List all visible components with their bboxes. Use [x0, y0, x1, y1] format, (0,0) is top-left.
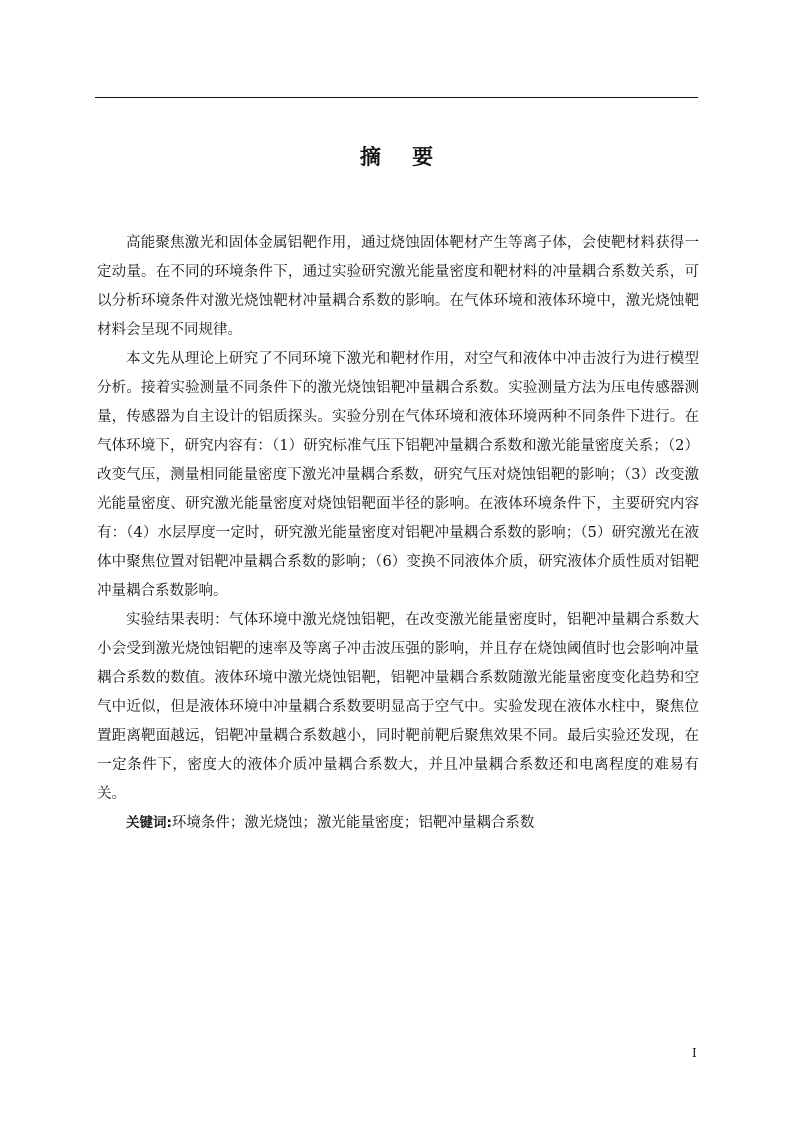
- keywords-label: 关键词:: [126, 815, 172, 831]
- keywords-line: [97, 809, 699, 838]
- abstract-paragraph-1: 高能聚焦激光和固体金属铝靶作用，通过烧蚀固体靶材产生等离子体，会使靶材料获得一定动量。在不同的环境条件下，通过实验研究激光能量密度和靶材料的冲量耦合系数关系，可以分析环境条件对激光烧蚀靶材冲量耦合系数的影响。在气体环境和液体环境中，激光烧蚀靶材料会呈现不同规律。: [97, 235, 699, 338]
- abstract-body: [97, 229, 699, 838]
- header-rule: [95, 97, 698, 98]
- page-number: I: [692, 1046, 697, 1060]
- keywords-text: 环境条件；激光烧蚀；激光能量密度；铝靶冲量耦合系数: [171, 815, 535, 831]
- page-title: 摘 要: [359, 145, 446, 169]
- abstract-paragraph-3: 实验结果表明：气体环境中激光烧蚀铝靶，在改变激光能量密度时，铝靶冲量耦合系数大小会受到激光烧蚀铝靶的速率及等离子冲击波压强的影响，并且存在烧蚀阈值时也会影响冲量耦合系数的数值。液体环境中激光烧蚀铝靶，铝靶冲量耦合系数随激光能量密度变化趋势和空气中近似，但是液体环境中冲量耦合系数要明显高于空气中。实验发现在液体水柱中，聚焦位置距离靶面越远，铝靶冲量耦合系数越小，同时靶前靶后聚焦效果不同。最后实验还发现，在一定条件下，密度大的液体介质冲量耦合系数大，并且冲量耦合系数还和电离程度的难易有关。: [97, 612, 699, 802]
- abstract-paragraph-2: 本文先从理论上研究了不同环境下激光和靶材作用，对空气和液体中冲击波行为进行模型分析。接着实验测量不同条件下的激光烧蚀铝靶冲量耦合系数。实验测量方法为压电传感器测量，传感器为自主设计的铝质探头。实验分别在气体环境和液体环境两种不同条件下进行。在气体环境下，研究内容有：（1）研究标准气压下铝靶冲量耦合系数和激光能量密度关系；（2）改变气压，测量相同能量密度下激光冲量耦合系数，研究气压对烧蚀铝靶的影响；（3）改变激光能量密度、研究激光能量密度对烧蚀铝靶面半径的影响。在液体环境条件下，主要研究内容有：（4）水层厚度一定时，研究激光能量密度对铝靶冲量耦合系数的影响；（5）研究激光在液体中聚焦位置对铝靶冲量耦合系数的影响；（6）变换不同液体介质，研究液体介质性质对铝靶冲量耦合系数影响。: [97, 351, 699, 599]
